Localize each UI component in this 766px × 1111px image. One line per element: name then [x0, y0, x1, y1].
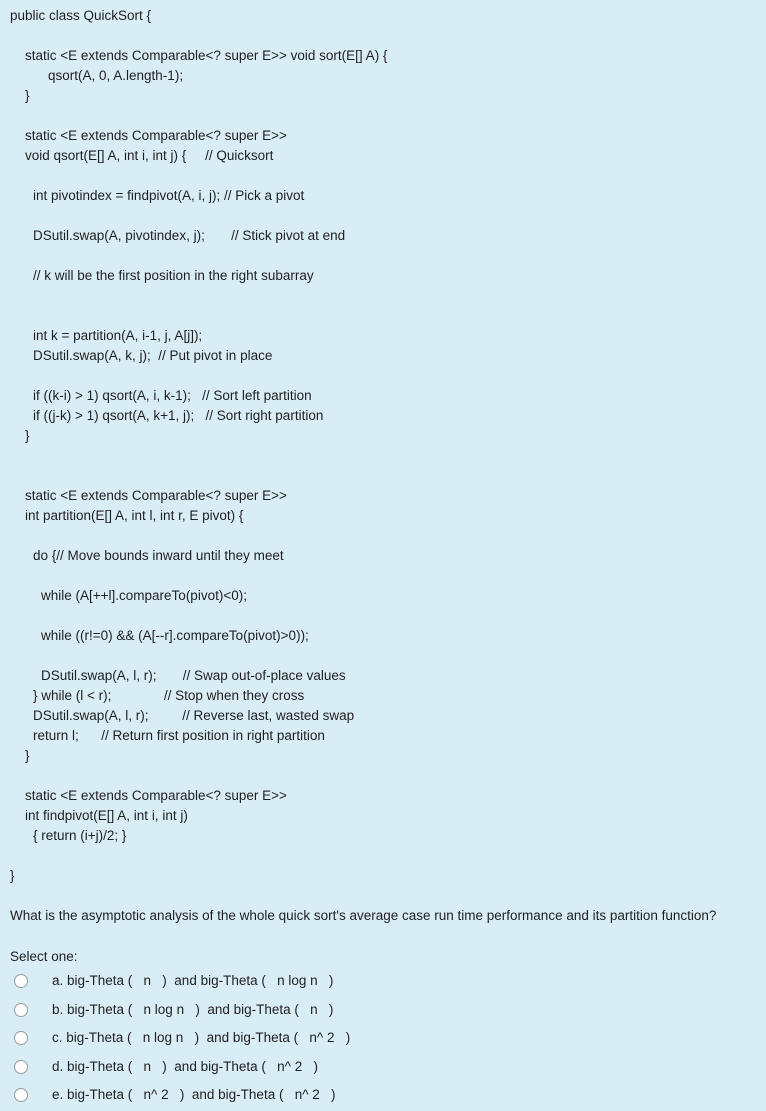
code-line: static <E extends Comparable<? super E>>	[25, 788, 287, 803]
code-line: }	[25, 428, 30, 443]
code-line: if ((k-i) > 1) qsort(A, i, k-1); // Sort left partition	[33, 388, 312, 403]
option-c[interactable]	[14, 1028, 754, 1048]
select-one-label: Select one:	[10, 949, 78, 964]
option-label: e. big-Theta ( n^ 2 ) and big-Theta ( n^ 2 )	[52, 1087, 336, 1102]
code-line: do {// Move bounds inward until they meet	[33, 548, 284, 563]
code-line: static <E extends Comparable<? super E>>	[25, 128, 287, 143]
radio-button[interactable]	[14, 1060, 28, 1074]
code-line: qsort(A, 0, A.length-1);	[48, 68, 184, 83]
option-a[interactable]	[14, 971, 754, 991]
code-line: }	[25, 88, 30, 103]
radio-button[interactable]	[14, 1003, 28, 1017]
code-line: DSutil.swap(A, l, r); // Reverse last, wasted swap	[33, 708, 355, 723]
code-line: static <E extends Comparable<? super E>> void sort(E[] A) {	[25, 48, 388, 63]
code-line: } while (l < r); // Stop when they cross	[33, 688, 305, 703]
code-line: if ((j-k) > 1) qsort(A, k+1, j); // Sort right partition	[33, 408, 324, 423]
code-line: DSutil.swap(A, l, r); // Swap out-of-place values	[41, 668, 346, 683]
code-line: }	[10, 868, 15, 883]
code-line: return l; // Return first position in right partition	[33, 728, 325, 743]
radio-button[interactable]	[14, 1031, 28, 1045]
code-line: public class QuickSort {	[10, 8, 152, 23]
code-line: void qsort(E[] A, int i, int j) { // Quicksort	[25, 148, 274, 163]
code-line: { return (i+j)/2; }	[33, 828, 127, 843]
option-label: d. big-Theta ( n ) and big-Theta ( n^ 2 )	[52, 1059, 318, 1074]
option-d[interactable]	[14, 1057, 754, 1077]
option-b[interactable]	[14, 1000, 754, 1020]
code-line: int pivotindex = findpivot(A, i, j); // Pick a pivot	[33, 188, 305, 203]
option-label: c. big-Theta ( n log n ) and big-Theta ( n^ 2 )	[52, 1030, 351, 1045]
code-line: static <E extends Comparable<? super E>>	[25, 488, 287, 503]
code-line: DSutil.swap(A, pivotindex, j); // Stick pivot at end	[33, 228, 346, 243]
code-line: }	[25, 748, 30, 763]
code-line: int partition(E[] A, int l, int r, E pivot) {	[25, 508, 244, 523]
code-line: while (A[++l].compareTo(pivot)<0);	[41, 588, 247, 603]
option-label: b. big-Theta ( n log n ) and big-Theta ( n )	[52, 1002, 334, 1017]
radio-button[interactable]	[14, 1088, 28, 1102]
code-line: int findpivot(E[] A, int i, int j)	[25, 808, 188, 823]
radio-button[interactable]	[14, 974, 28, 988]
code-line: while ((r!=0) && (A[--r].compareTo(pivot)>0));	[41, 628, 309, 643]
code-line: int k = partition(A, i-1, j, A[j]);	[33, 328, 203, 343]
option-e[interactable]	[14, 1085, 754, 1105]
option-label: a. big-Theta ( n ) and big-Theta ( n log n )	[52, 973, 334, 988]
question-text: What is the asymptotic analysis of the whole quick sort's average case run time performance and its partition function?	[10, 908, 717, 923]
code-line: // k will be the first position in the right subarray	[33, 268, 314, 283]
code-line: DSutil.swap(A, k, j); // Put pivot in place	[33, 348, 273, 363]
